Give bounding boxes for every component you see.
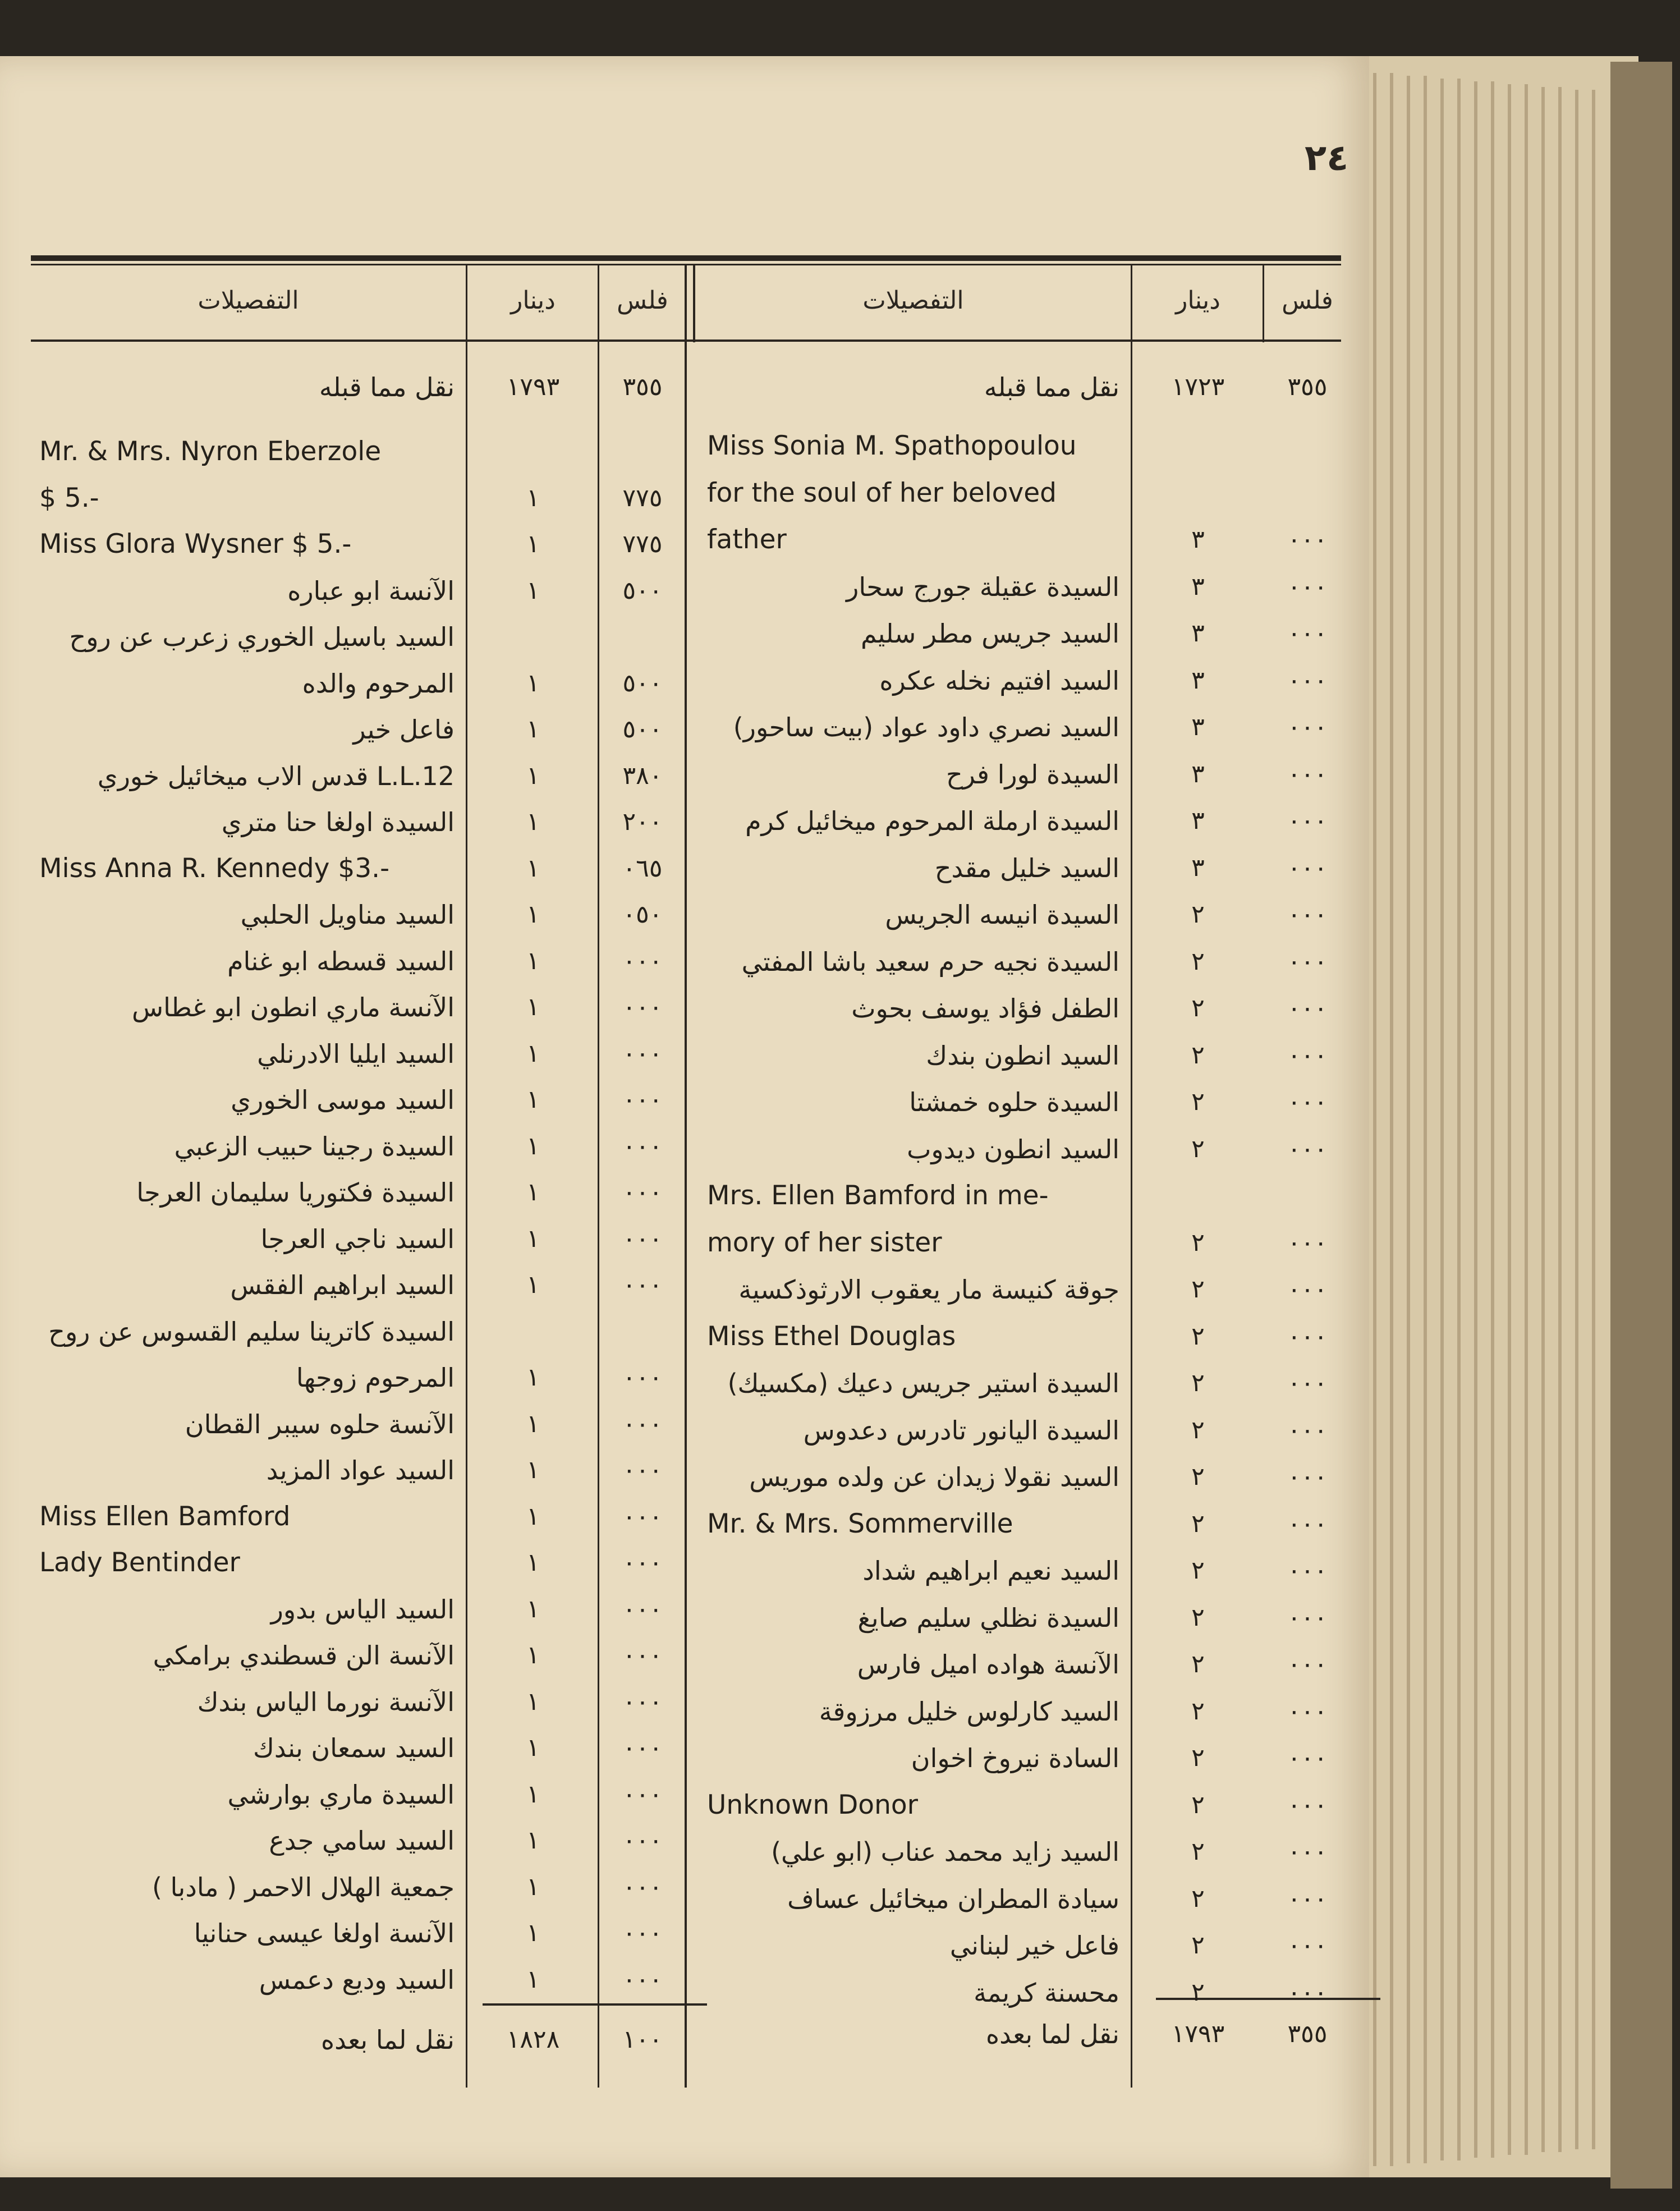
- left_column-row-fils: ٠٠٠: [622, 1733, 663, 1762]
- left_column-row-fils: ٢٠٠: [622, 808, 663, 836]
- left_column-row-fils: ٥٠٠: [622, 668, 663, 698]
- left_column-row-fils: ٠٠٠: [622, 1965, 663, 1994]
- separator-center-2: [693, 264, 695, 342]
- left_column-row-fils: ٠٠٠: [622, 993, 663, 1021]
- left_column-row-fils: ٠٠٠: [622, 1919, 663, 1947]
- separator-left-dinar: [466, 264, 467, 2088]
- header-left-dinar: دينار: [511, 286, 556, 315]
- left-total-rule: [483, 2003, 707, 2006]
- right_column-row-dinar: ٢: [1191, 1369, 1205, 1397]
- left_column-row-details: السيد سمعان بندك: [253, 1733, 455, 1763]
- top-rule-thick: [31, 255, 1341, 261]
- right_column-row-fils: ٠٠٠: [1287, 572, 1328, 601]
- left_column-row-dinar: ١: [526, 993, 540, 1021]
- right_column-row-details: السيد زايد محمد عناب (ابو علي): [771, 1837, 1119, 1867]
- left_column-row-dinar: ١: [526, 808, 540, 836]
- page-number: ٢٤: [1305, 137, 1349, 179]
- right_column-row-fils: ٠٠٠: [1287, 1462, 1328, 1491]
- right_column-row-details: السيد انطون بندك: [926, 1040, 1119, 1071]
- left_column-row-dinar: ١: [526, 1502, 540, 1531]
- separator-right-dinar: [1131, 264, 1132, 2088]
- left_column-row-fils: ٠٠٠: [622, 1872, 663, 1901]
- left_column-row-details: Miss Glora Wysner $ 5.-: [39, 529, 352, 559]
- left_column-row-fils: ٠٠٠: [622, 1641, 663, 1669]
- left_column-row-dinar: ١: [526, 1965, 540, 1994]
- right_column-row-details: السيدة نظلي سليم صايغ: [857, 1602, 1119, 1633]
- left_column-row-dinar: ١: [526, 1779, 540, 1809]
- left_column-row-dinar: ١: [526, 900, 540, 929]
- left_column-row-details: الآنسة الن قسطندي برامكي: [153, 1640, 455, 1671]
- right_column-row-fils: ٠٠٠: [1287, 1275, 1328, 1304]
- right_column-carry-out-details: نقل لما بعده: [985, 2019, 1119, 2049]
- left_column-row-dinar: ١: [526, 1178, 540, 1207]
- left_column-row-fils: ٠٠٠: [622, 1178, 663, 1207]
- left_column-row-dinar: ١: [526, 1131, 540, 1160]
- right_column-row-details: السيدة اليانور تادرس دعدوس: [803, 1415, 1119, 1446]
- left_column-row-dinar: ١: [526, 1224, 540, 1253]
- left_column-row-dinar: ١: [526, 761, 540, 790]
- right_column-row-dinar: ٢: [1191, 1228, 1205, 1257]
- left_column-row-fils: ٠٠٠: [622, 1456, 663, 1484]
- left_column-row-details: السيدة كاترينا سليم القسوس عن روح: [48, 1316, 455, 1347]
- left_column-row-details: السيد موسى الخوري: [231, 1085, 455, 1115]
- left_column-row-fils: ٣٨٠: [622, 761, 663, 790]
- right_column-row-fils: ٠٠٠: [1287, 853, 1328, 882]
- left_column-row-fils: ٧٧٥: [622, 483, 663, 512]
- right_column-row-dinar: ٣: [1191, 619, 1205, 648]
- left_column-carry-in-details: نقل مما قبله: [319, 372, 455, 402]
- right_column-row-fils: ٠٠٠: [1287, 900, 1328, 929]
- right_column-carry-in-details: نقل مما قبله: [984, 372, 1119, 402]
- right_column-row-fils: ٠٠٠: [1287, 994, 1328, 1022]
- right_column-row-dinar: ٢: [1191, 1322, 1205, 1351]
- left_column-row-fils: ٠٠٠: [622, 1826, 663, 1855]
- left_column-row-fils: ٠٠٠: [622, 1270, 663, 1299]
- separator-left-fils: [598, 264, 599, 2088]
- left_column-row-dinar: ١: [526, 1687, 540, 1716]
- right_column-row-fils: ٠٠٠: [1287, 947, 1328, 976]
- right_column-row-dinar: ٢: [1191, 1509, 1205, 1538]
- left_column-row-details: الآنسة نورما الياس بندك: [197, 1686, 455, 1717]
- left_column-row-details: السيدة رجينا حبيب الزعبي: [174, 1131, 455, 1162]
- left_column-carry-in-fils: ٣٥٥: [622, 373, 663, 401]
- right_column-row-dinar: ٢: [1191, 1650, 1205, 1678]
- left_column-row-dinar: ١: [526, 1641, 540, 1669]
- left_column-row-details: المرحوم زوجها: [296, 1363, 455, 1393]
- right_column-row-fils: ٠٠٠: [1287, 1884, 1328, 1913]
- right_column-row-details: السيدة عقيلة جورج سحار: [846, 571, 1119, 602]
- right_column-row-dinar: ٣: [1191, 853, 1205, 882]
- left_column-row-fils: ٠٠٠: [622, 1548, 663, 1577]
- header-left-details: التفصيلات: [198, 286, 299, 315]
- left_column-row-details: فاعل خير: [353, 714, 455, 745]
- left_column-row-dinar: ١: [526, 854, 540, 883]
- right_column-row-details: سيادة المطران ميخائيل عساف: [787, 1883, 1119, 1914]
- right_column-row-details: السادة نيروخ اخوان: [911, 1743, 1119, 1773]
- left_column-row-details: السيد عواد المزيد: [266, 1455, 455, 1485]
- right_column-row-details: السيدة حلوه خمشتا: [909, 1087, 1119, 1117]
- left_column-row-details: السيد مناويل الحلبي: [240, 900, 455, 930]
- right_column-row-fils: ٠٠٠: [1287, 1134, 1328, 1163]
- right_column-row-dinar: ٢: [1191, 1931, 1205, 1960]
- left_column-row-details: السيد ايليا الادرنلي: [257, 1038, 455, 1069]
- right_column-row-details: السيد نعيم ابراهيم شداد: [862, 1556, 1119, 1586]
- book-cover: [1610, 62, 1672, 2189]
- right_column-row-fils: ٠٠٠: [1287, 1603, 1328, 1632]
- left_column-row-dinar: ١: [526, 1594, 540, 1623]
- right_column-row-dinar: ٢: [1191, 1275, 1205, 1304]
- left_column-row-details: السيد سامي جدع: [269, 1825, 455, 1856]
- right_column-row-details: السيد جريس مطر سليم: [860, 618, 1119, 649]
- left_column-row-dinar: ١: [526, 715, 540, 744]
- left_column-row-dinar: ١: [526, 1085, 540, 1114]
- right_column-row-details: محسنة كريمة: [974, 1977, 1119, 2008]
- right_column-row-dinar: ٢: [1191, 1696, 1205, 1726]
- right_column-row-details: السيدة ارملة المرحوم ميخائيل كرم: [745, 806, 1119, 836]
- right_column-row-details: Miss Sonia M. Spathopoulou: [707, 430, 1077, 461]
- right_column-row-details: السيد افتيم نخله عكره: [879, 665, 1119, 696]
- left_column-row-details: $ 5.-: [39, 482, 99, 513]
- right_column-row-fils: ٠٠٠: [1287, 806, 1328, 835]
- left_column-row-fils: ٠٠٠: [622, 1687, 663, 1716]
- right_column-row-fils: ٠٠٠: [1287, 1650, 1328, 1678]
- left_column-row-fils: ٠٠٠: [622, 1502, 663, 1531]
- right_column-row-details: السيدة نجيه حرم سعيد باشا المفتي: [741, 946, 1119, 977]
- left_column-row-dinar: ١: [526, 576, 540, 605]
- right_column-row-details: mory of her sister: [707, 1227, 942, 1258]
- left_column-row-fils: ٠٦٥: [622, 854, 663, 883]
- left_column-row-dinar: ١: [526, 1733, 540, 1762]
- right_column-row-dinar: ٢: [1191, 1884, 1205, 1913]
- right_column-row-dinar: ٢: [1191, 1088, 1205, 1116]
- right_column-row-dinar: ٢: [1191, 1744, 1205, 1772]
- right_column-row-fils: ٠٠٠: [1287, 666, 1328, 695]
- left_column-row-dinar: ١: [526, 1919, 540, 1947]
- left_column-row-details: Miss Anna R. Kennedy $3.-: [39, 852, 390, 884]
- header-right-dinar: دينار: [1176, 286, 1220, 315]
- right_column-row-details: السيدة انيسه الجريس: [885, 900, 1119, 930]
- left_column-row-fils: ٧٧٥: [622, 530, 663, 558]
- left_column-row-details: Mr. & Mrs. Nyron Eberzole: [39, 436, 382, 467]
- right_column-row-dinar: ٢: [1191, 1556, 1205, 1585]
- right_column-row-details: السيد انطون ديدوب: [907, 1134, 1119, 1164]
- left_column-row-details: الآنسة ابو عباره: [287, 575, 455, 606]
- right_column-row-details: السيد نقولا زيدان عن ولده موريس: [749, 1462, 1119, 1492]
- left_column-row-details: السيدة فكتوريا سليمان العرجا: [136, 1177, 455, 1208]
- right_column-row-dinar: ٢: [1191, 994, 1205, 1022]
- right_column-row-fils: ٠٠٠: [1287, 1040, 1328, 1070]
- right_column-row-dinar: ٢: [1191, 1603, 1205, 1632]
- left_column-row-details: الآنسة اولغا عيسى حنانيا: [194, 1918, 455, 1948]
- right_column-row-fils: ٠٠٠: [1287, 759, 1328, 788]
- left_column-carry-out-dinar: ١٨٢٨: [506, 2025, 560, 2054]
- left_column-row-details: السيد قسطه ابو غنام: [227, 946, 455, 976]
- header-right-details: التفصيلات: [862, 286, 964, 315]
- left_column-row-details: L.L.12 قدس الاب ميخائيل خوري: [97, 760, 455, 791]
- right_column-row-fils: ٠٠٠: [1287, 1556, 1328, 1585]
- left_column-row-dinar: ١: [526, 1456, 540, 1484]
- right_column-row-fils: ٠٠٠: [1287, 1322, 1328, 1351]
- left_column-row-dinar: ١: [526, 483, 540, 512]
- left_column-row-dinar: ١: [526, 1409, 540, 1438]
- right_column-row-fils: ٠٠٠: [1287, 1744, 1328, 1772]
- left_column-row-dinar: ١: [526, 668, 540, 698]
- right_column-carry-out-fils: ٣٥٥: [1287, 2020, 1328, 2048]
- left_column-carry-out-details: نقل لما بعده: [320, 2025, 455, 2055]
- right_column-row-dinar: ٣: [1191, 806, 1205, 835]
- right_column-row-dinar: ٣: [1191, 666, 1205, 695]
- right_column-row-dinar: ٣: [1191, 572, 1205, 601]
- right_column-row-fils: ٠٠٠: [1287, 1509, 1328, 1538]
- right_column-row-dinar: ٣: [1191, 713, 1205, 741]
- left_column-row-fils: ٥٠٠: [622, 576, 663, 605]
- right_column-row-dinar: ٢: [1191, 900, 1205, 929]
- left_column-row-dinar: ١: [526, 1270, 540, 1299]
- left_column-row-dinar: ١: [526, 1826, 540, 1855]
- right_column-row-details: السيد نصري داود عواد (بيت ساحور): [733, 712, 1119, 742]
- left_column-row-fils: ٠٠٠: [622, 1409, 663, 1438]
- left_column-row-details: السيدة ماري بوارشي: [227, 1779, 455, 1810]
- right_column-row-dinar: ٢: [1191, 1462, 1205, 1491]
- right_column-row-details: الطفل فؤاد يوسف بحوث: [851, 993, 1119, 1024]
- right_column-row-dinar: ٢: [1191, 1978, 1205, 2007]
- right_column-row-details: Unknown Donor: [707, 1789, 918, 1820]
- right_column-row-details: فاعل خير لبناني: [949, 1930, 1119, 1961]
- right_column-row-fils: ٠٠٠: [1287, 1088, 1328, 1116]
- left_column-row-fils: ٠٠٠: [622, 946, 663, 975]
- separator-right-fils: [1263, 264, 1264, 342]
- left_column-row-details: السيد وديع دعمس: [259, 1964, 455, 1995]
- left_column-row-fils: ٠٠٠: [622, 1085, 663, 1114]
- right_column-row-details: السيدة لورا فرح: [945, 759, 1119, 790]
- left_column-row-details: السيد ناجي العرجا: [260, 1223, 455, 1254]
- header-right-fils: فلس: [1282, 286, 1333, 315]
- right_column-row-fils: ٠٠٠: [1287, 1369, 1328, 1397]
- right_column-row-dinar: ٢: [1191, 1837, 1205, 1866]
- right_column-row-details: السيد خليل مقدح: [934, 852, 1119, 883]
- right_column-carry-out-dinar: ١٧٩٣: [1171, 2020, 1225, 2048]
- right_column-row-dinar: ٢: [1191, 1040, 1205, 1070]
- right_column-row-dinar: ٣: [1191, 759, 1205, 788]
- right_column-carry-in-fils: ٣٥٥: [1287, 373, 1328, 401]
- left_column-row-details: السيد ابراهيم الفقس: [230, 1270, 455, 1300]
- left_column-row-details: السيد الياس بدور: [270, 1594, 455, 1625]
- left_column-row-dinar: ١: [526, 1363, 540, 1392]
- left_column-row-fils: ٠٠٠: [622, 1363, 663, 1392]
- left_column-row-fils: ٠٠٠: [622, 1039, 663, 1068]
- right_column-row-fils: ٠٠٠: [1287, 1931, 1328, 1960]
- left_column-row-details: السيد باسيل الخوري زعرب عن روح: [69, 622, 455, 652]
- left_column-row-details: Miss Ellen Bamford: [39, 1501, 291, 1532]
- left_column-row-fils: ٠٠٠: [622, 1224, 663, 1253]
- right_column-row-fils: ٠٠٠: [1287, 619, 1328, 648]
- right_column-row-fils: ٠٠٠: [1287, 525, 1328, 554]
- right_column-row-dinar: ٢: [1191, 1790, 1205, 1819]
- left_column-carry-out-fils: ١٠٠: [622, 2025, 663, 2054]
- right_column-row-dinar: ٢: [1191, 1415, 1205, 1444]
- right_column-row-details: father: [707, 524, 787, 555]
- left_column-row-details: الآنسة حلوه سيبر القطان: [185, 1409, 455, 1439]
- right_column-row-fils: ٠٠٠: [1287, 1837, 1328, 1866]
- left_column-row-dinar: ١: [526, 1039, 540, 1068]
- left_column-row-details: Lady Bentinder: [39, 1547, 240, 1578]
- header-left-fils: فلس: [617, 286, 668, 315]
- left_column-row-fils: ٠٠٠: [622, 1131, 663, 1160]
- right_column-row-details: الآنسة هواده اميل فارس: [857, 1649, 1119, 1680]
- left_column-row-dinar: ١: [526, 946, 540, 975]
- right_column-row-dinar: ٢: [1191, 1134, 1205, 1163]
- left_column-row-dinar: ١: [526, 530, 540, 558]
- left_column-row-details: السيدة اولغا حنا متري: [221, 807, 455, 837]
- right_column-row-details: السيد كارلوس خليل مرزوقة: [819, 1696, 1119, 1727]
- right_column-row-fils: ٠٠٠: [1287, 1696, 1328, 1726]
- left_column-row-fils: ٥٠٠: [622, 715, 663, 744]
- right_column-carry-in-dinar: ١٧٢٣: [1171, 373, 1225, 401]
- separator-center-1: [685, 264, 687, 2088]
- right_column-row-dinar: ٣: [1191, 525, 1205, 554]
- right_column-row-dinar: ٢: [1191, 947, 1205, 976]
- left_column-row-details: المرحوم والده: [302, 668, 455, 699]
- right_column-row-details: Miss Ethel Douglas: [707, 1320, 956, 1352]
- right_column-row-details: جوقة كنيسة مار يعقوب الارثوذكسية: [738, 1274, 1119, 1305]
- left_column-carry-in-dinar: ١٧٩٣: [506, 373, 560, 401]
- right_column-row-fils: ٠٠٠: [1287, 713, 1328, 741]
- right_column-row-fils: ٠٠٠: [1287, 1415, 1328, 1444]
- right_column-row-fils: ٠٠٠: [1287, 1790, 1328, 1819]
- left_column-row-fils: ٠٠٠: [622, 1594, 663, 1623]
- right_column-row-details: Mrs. Ellen Bamford in me-: [707, 1180, 1049, 1211]
- right_column-row-fils: ٠٠٠: [1287, 1978, 1328, 2007]
- left_column-row-dinar: ١: [526, 1548, 540, 1577]
- right_column-row-details: for the soul of her beloved: [707, 477, 1057, 508]
- left_column-row-fils: ٠٥٠: [622, 900, 663, 929]
- right_column-row-details: Mr. & Mrs. Sommerville: [707, 1508, 1013, 1539]
- left_column-row-details: الآنسة ماري انطون ابو غطاس: [131, 992, 455, 1022]
- left_column-row-details: جمعية الهلال الاحمر ( مادبا ): [152, 1871, 455, 1902]
- left_column-row-dinar: ١: [526, 1872, 540, 1901]
- left_column-row-fils: ٠٠٠: [622, 1779, 663, 1809]
- right_column-row-details: السيدة استير جريس دعيك (مكسيك): [727, 1368, 1119, 1398]
- right_column-row-fils: ٠٠٠: [1287, 1228, 1328, 1257]
